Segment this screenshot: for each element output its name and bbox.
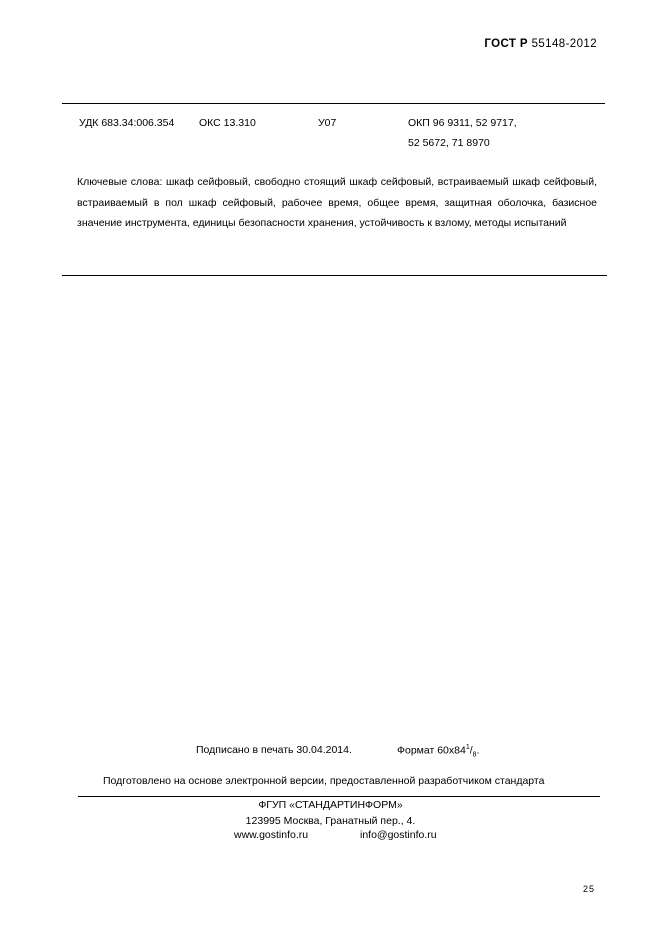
prepared-note: Подготовлено на основе электронной версии, предоставленной разработчиком стандарта — [103, 775, 545, 787]
keywords-divider — [62, 275, 607, 276]
paper-format: Формат $60x84^1/_8$. — [397, 744, 480, 759]
publisher-address: 123995 Москва, Гранатный пер., 4. — [245, 815, 416, 827]
okp-code-line1: ОКП 96 9311, 52 9717, — [408, 117, 517, 129]
format-end: . — [476, 744, 480, 757]
standard-prefix: ГОСТ Р — [484, 38, 528, 50]
publisher-website: www.gostinfo.ru — [234, 829, 309, 841]
top-divider — [62, 103, 605, 104]
okp-code-line2: 52 5672, 71 8970 — [408, 137, 490, 149]
udk-code: УДК 683.34:006.354 — [79, 117, 175, 129]
imprint-divider — [78, 796, 600, 797]
standard-number: 55148-2012 — [531, 38, 597, 50]
format-denominator: 8 — [472, 751, 477, 759]
keywords-paragraph: Ключевые слова: шкаф сейфовый, свободно стоящий шкаф сейфовый, встраиваемый шкаф сейфовый, встраиваемый в пол шкаф сейфовый, рабочее время, общее время, защитная оболочка, базисное значение инструмента, единицы безопасности хранения, устойчивость к взлому, методы испытаний — [77, 176, 597, 229]
oks-code: ОКС 13.310 — [199, 117, 256, 129]
document-code — [484, 38, 597, 50]
publisher-email: info@gostinfo.ru — [360, 829, 437, 841]
page-number: 25 — [582, 884, 595, 894]
publisher-name: ФГУП «СТАНДАРТИНФОРМ» — [258, 799, 403, 811]
format-numerator: 1 — [465, 744, 470, 751]
format-label: Формат 60x84 — [397, 744, 466, 757]
signed-date: Подписано в печать 30.04.2014. — [196, 744, 352, 756]
group-code: У07 — [318, 117, 337, 129]
